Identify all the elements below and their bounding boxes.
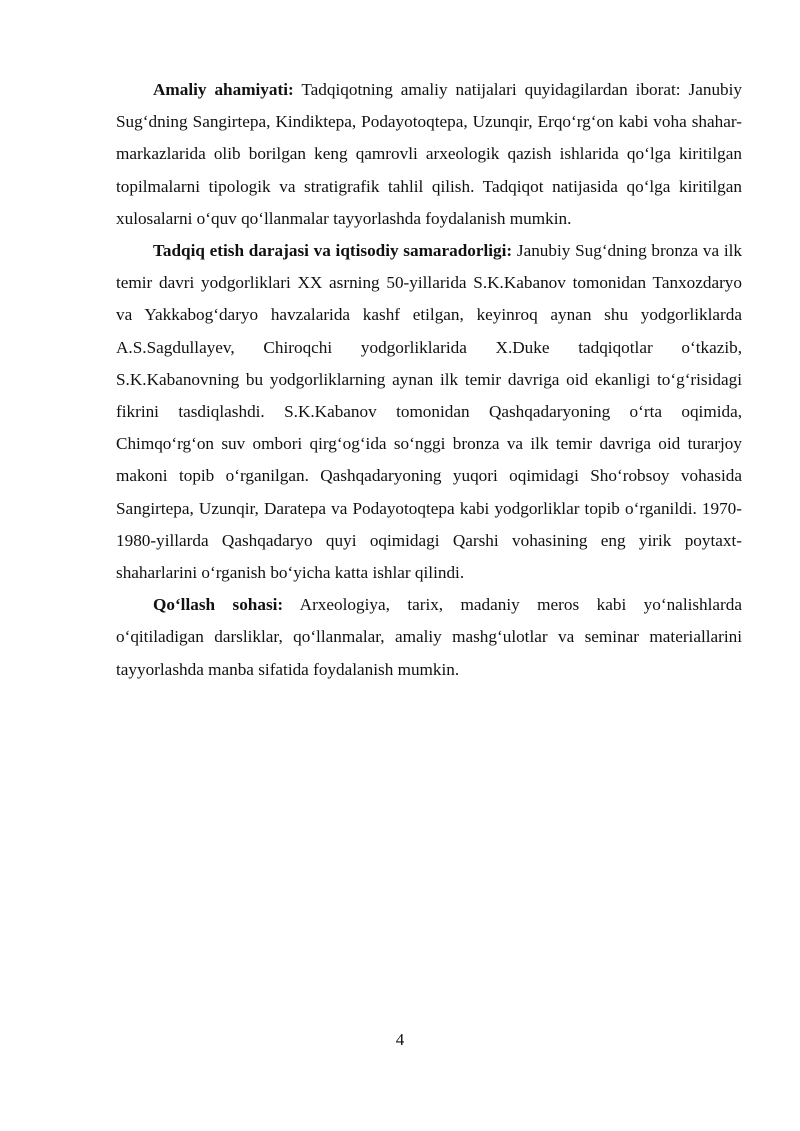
paragraph-practical-significance (116, 74, 742, 235)
paragraph-text: Janubiy Sug‘dning bronza va ilk temir davri yodgorliklari XX asrning 50-yillarida S.K.Kabanov tomonidan Tanxozdaryo va Yakkabog‘daryo havzalarida kashf etilgan, keyinroq aynan shu yodgorliklarda A.S.Sagdullayev, Chiroqchi yodgorliklarida X.Duke tadqiqotlar o‘tkazib, S.K.Kabanovning bu yodgorliklarning aynan ilk temir davriga oid ekanligi to‘g‘risidagi fikrini tasdiqlashdi. S.K.Kabanov tomonidan Qashqadaryoning o‘rta oqimida, Chimqo‘rg‘on suv ombori qirg‘og‘ida so‘nggi bronza va ilk temir davriga oid turarjoy makoni topib o‘rganilgan. Qashqadaryoning yuqori oqimidagi Sho‘robsoy vohasida Sangirtepa, Uzunqir, Daratepa va Podayotoqtepa kabi yodgorliklar topib o‘rganildi. 1970-1980-yillarda Qashqadaryo quyi oqimidagi Qarshi vohasining eng yirik poytaxt-shaharlarini o‘rganish bo‘yicha katta ishlar qilindi. (116, 241, 742, 583)
paragraph-heading: Tadqiq etish darajasi va iqtisodiy samaradorligi: (153, 241, 513, 261)
page-body (116, 74, 742, 686)
paragraph-heading: Amaliy ahamiyati: (153, 80, 294, 99)
paragraph-application-field (116, 589, 742, 686)
page-number: 4 (395, 1030, 405, 1049)
paragraph-text: Tadqiqotning amaliy natijalari quyidagilardan iborat: Janubiy Sug‘dning Sangirtepa, Kindiktepa, Podayotoqtepa, Uzunqir, Erqo‘rg‘on kabi voha shahar-markazlarida olib borilgan keng qamrovli arxeologik qazish ishlarida qo‘lga kiritilgan topilmalarni tipologik va stratigrafik tahlil qilish. Tadqiqot natijasida qo‘lga kiritilgan xulosalarni o‘quv qo‘llanmalar tayyorlashda foydalanish mumkin. (116, 80, 742, 228)
paragraph-heading: Qo‘llash sohasi: (153, 595, 284, 615)
paragraph-text: Arxeologiya, tarix, madaniy meros kabi yo‘nalishlarda o‘qitiladigan darsliklar, qo‘llanmalar, amaliy mashg‘ulotlar va seminar materiallarini tayyorlashda manba sifatida foydalanish mumkin. (116, 595, 742, 679)
paragraph-research-level (116, 235, 742, 589)
